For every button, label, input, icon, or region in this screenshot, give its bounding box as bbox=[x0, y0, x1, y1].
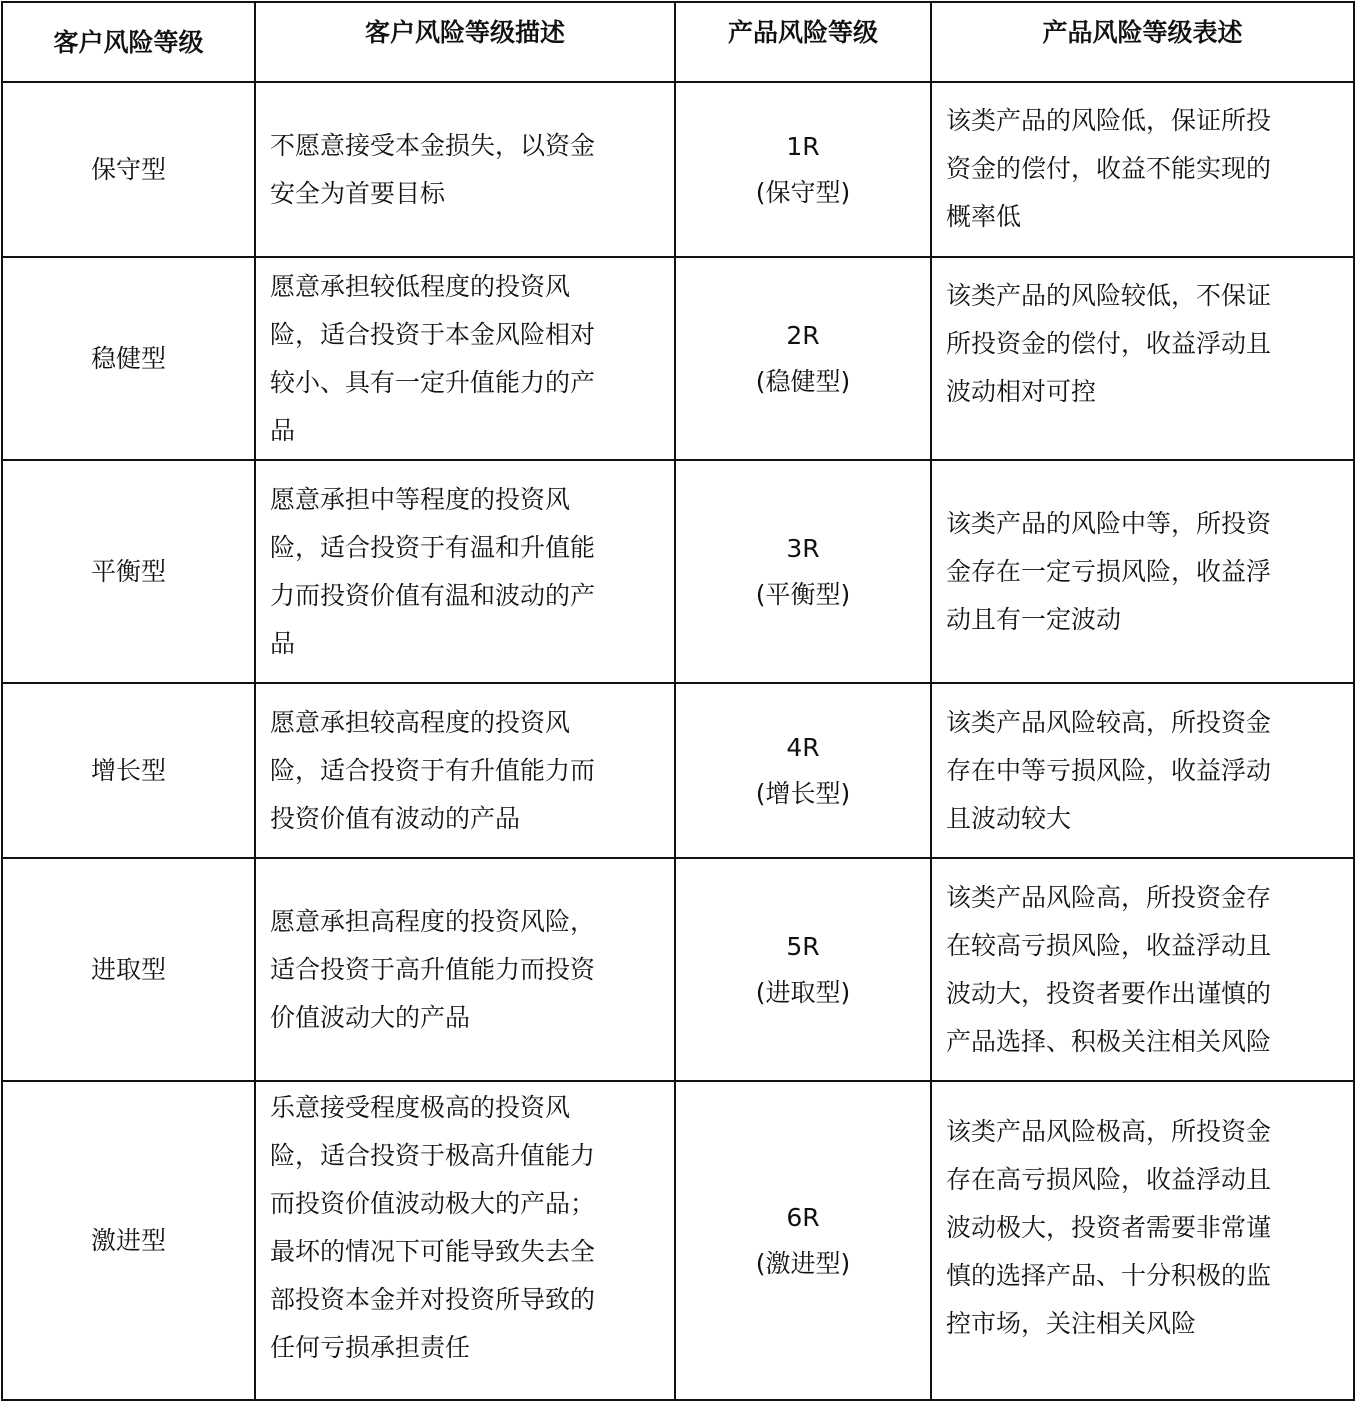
product-level-type: (稳健型) bbox=[755, 366, 851, 396]
header-label: 客户风险等级描述 bbox=[364, 18, 565, 47]
text-line: 控市场，关注相关风险 bbox=[946, 1309, 1197, 1338]
text-line: 动且有一定波动 bbox=[946, 604, 1122, 634]
text-line: 任何亏损承担责任 bbox=[270, 1333, 471, 1362]
text-line: 该类产品风险极高，所投资金 bbox=[946, 1117, 1272, 1146]
text-line: 不愿意接受本金损失，以资金 bbox=[270, 130, 596, 160]
product-level-cell bbox=[675, 82, 931, 257]
product-level-cell bbox=[675, 1081, 931, 1400]
text-line: 在较高亏损风险，收益浮动且 bbox=[946, 930, 1272, 960]
text-line: 产品选择、积极关注相关风险 bbox=[946, 1026, 1272, 1056]
product-level-cell bbox=[675, 858, 931, 1081]
product-level-type: (增长型) bbox=[755, 778, 851, 808]
text-line: 乐意接受程度极高的投资风 bbox=[270, 1093, 571, 1122]
text-line: 较小、具有一定升值能力的产 bbox=[270, 367, 596, 397]
product-level-type: (激进型) bbox=[755, 1248, 851, 1278]
header-product-level bbox=[675, 2, 931, 82]
customer-desc-cell bbox=[255, 460, 675, 683]
product-desc-cell bbox=[931, 858, 1354, 1081]
text-line: 险，适合投资于极高升值能力 bbox=[270, 1141, 596, 1170]
customer-desc-cell bbox=[255, 683, 675, 858]
text-line: 安全为首要目标 bbox=[270, 178, 446, 208]
product-desc-cell bbox=[931, 257, 1354, 460]
text-line: 部投资本金并对投资所导致的 bbox=[270, 1285, 596, 1314]
customer-level-cell: 进取型 bbox=[2, 858, 255, 1081]
table-row bbox=[2, 82, 1354, 257]
header-row bbox=[2, 2, 1354, 82]
customer-level-cell: 激进型 bbox=[2, 1081, 255, 1400]
text-line: 愿意承担较高程度的投资风 bbox=[270, 707, 571, 737]
product-level-code: 3R bbox=[786, 533, 820, 563]
text-line: 品 bbox=[270, 628, 296, 658]
text-line: 所投资金的偿付，收益浮动且 bbox=[946, 329, 1272, 358]
product-desc-cell bbox=[931, 460, 1354, 683]
product-level-code: 6R bbox=[786, 1202, 820, 1232]
table-row bbox=[2, 257, 1354, 460]
product-level-code: 5R bbox=[786, 931, 820, 961]
product-level-type: (保守型) bbox=[755, 177, 851, 207]
customer-level-cell: 稳健型 bbox=[2, 257, 255, 460]
text-line: 投资价值有波动的产品 bbox=[270, 803, 521, 833]
product-level-cell bbox=[675, 257, 931, 460]
customer-level-cell: 保守型 bbox=[2, 82, 255, 257]
text-line: 资金的偿付，收益不能实现的 bbox=[946, 154, 1272, 183]
text-line: 适合投资于高升值能力而投资 bbox=[270, 954, 596, 984]
table-row bbox=[2, 858, 1354, 1081]
product-desc-cell bbox=[931, 683, 1354, 858]
header-customer-level bbox=[2, 2, 255, 82]
text-line: 最坏的情况下可能导致失去全 bbox=[270, 1237, 596, 1266]
product-level-cell bbox=[675, 460, 931, 683]
customer-desc-cell bbox=[255, 82, 675, 257]
header-customer-desc bbox=[255, 2, 675, 82]
product-desc-cell bbox=[931, 1081, 1354, 1400]
text-line: 险，适合投资于本金风险相对 bbox=[270, 319, 596, 349]
text-line: 品 bbox=[270, 415, 296, 445]
text-line: 该类产品的风险较低，不保证 bbox=[946, 281, 1272, 310]
header-product-desc bbox=[931, 2, 1354, 82]
risk-level-table bbox=[1, 1, 1355, 1401]
text-line: 险，适合投资于有升值能力而 bbox=[270, 755, 596, 785]
customer-level-cell: 增长型 bbox=[2, 683, 255, 858]
table-row bbox=[2, 1081, 1354, 1400]
text-line: 波动极大，投资者需要非常谨 bbox=[946, 1213, 1272, 1242]
text-line: 愿意承担高程度的投资风险， bbox=[270, 906, 596, 936]
product-level-code: 4R bbox=[786, 732, 820, 762]
customer-level-cell: 平衡型 bbox=[2, 460, 255, 683]
text-line: 愿意承担较低程度的投资风 bbox=[270, 271, 571, 301]
text-line: 该类产品的风险低，保证所投 bbox=[946, 106, 1272, 135]
customer-desc-cell bbox=[255, 1081, 675, 1400]
customer-desc-cell bbox=[255, 257, 675, 460]
product-level-code: 2R bbox=[786, 320, 820, 350]
text-line: 力而投资价值有温和波动的产 bbox=[270, 580, 596, 610]
text-line: 存在中等亏损风险，收益浮动 bbox=[946, 755, 1272, 785]
text-line: 而投资价值波动极大的产品； bbox=[270, 1189, 596, 1218]
text-line: 存在高亏损风险，收益浮动且 bbox=[946, 1165, 1272, 1194]
text-line: 波动大，投资者要作出谨慎的 bbox=[946, 978, 1272, 1008]
text-line: 愿意承担中等程度的投资风 bbox=[270, 484, 571, 514]
text-line: 概率低 bbox=[946, 202, 1022, 231]
text-line: 波动相对可控 bbox=[946, 377, 1097, 406]
text-line: 金存在一定亏损风险，收益浮 bbox=[946, 556, 1272, 586]
text-line: 慎的选择产品、十分积极的监 bbox=[946, 1261, 1272, 1290]
text-line: 该类产品风险较高，所投资金 bbox=[946, 707, 1272, 737]
product-level-type: (进取型) bbox=[755, 977, 851, 1007]
header-label: 产品风险等级表述 bbox=[1042, 18, 1243, 47]
header-label: 客户风险等级 bbox=[53, 28, 204, 57]
table-row bbox=[2, 460, 1354, 683]
customer-desc-cell bbox=[255, 858, 675, 1081]
product-level-code: 1R bbox=[786, 131, 820, 161]
header-label: 产品风险等级 bbox=[727, 18, 878, 47]
text-line: 且波动较大 bbox=[946, 803, 1072, 833]
text-line: 该类产品的风险中等，所投资 bbox=[946, 508, 1272, 538]
table-row bbox=[2, 683, 1354, 858]
product-desc-cell bbox=[931, 82, 1354, 257]
text-line: 该类产品风险高，所投资金存 bbox=[946, 882, 1272, 912]
text-line: 险，适合投资于有温和升值能 bbox=[270, 532, 596, 562]
text-line: 价值波动大的产品 bbox=[270, 1002, 471, 1032]
product-level-cell bbox=[675, 683, 931, 858]
product-level-type: (平衡型) bbox=[755, 579, 851, 609]
